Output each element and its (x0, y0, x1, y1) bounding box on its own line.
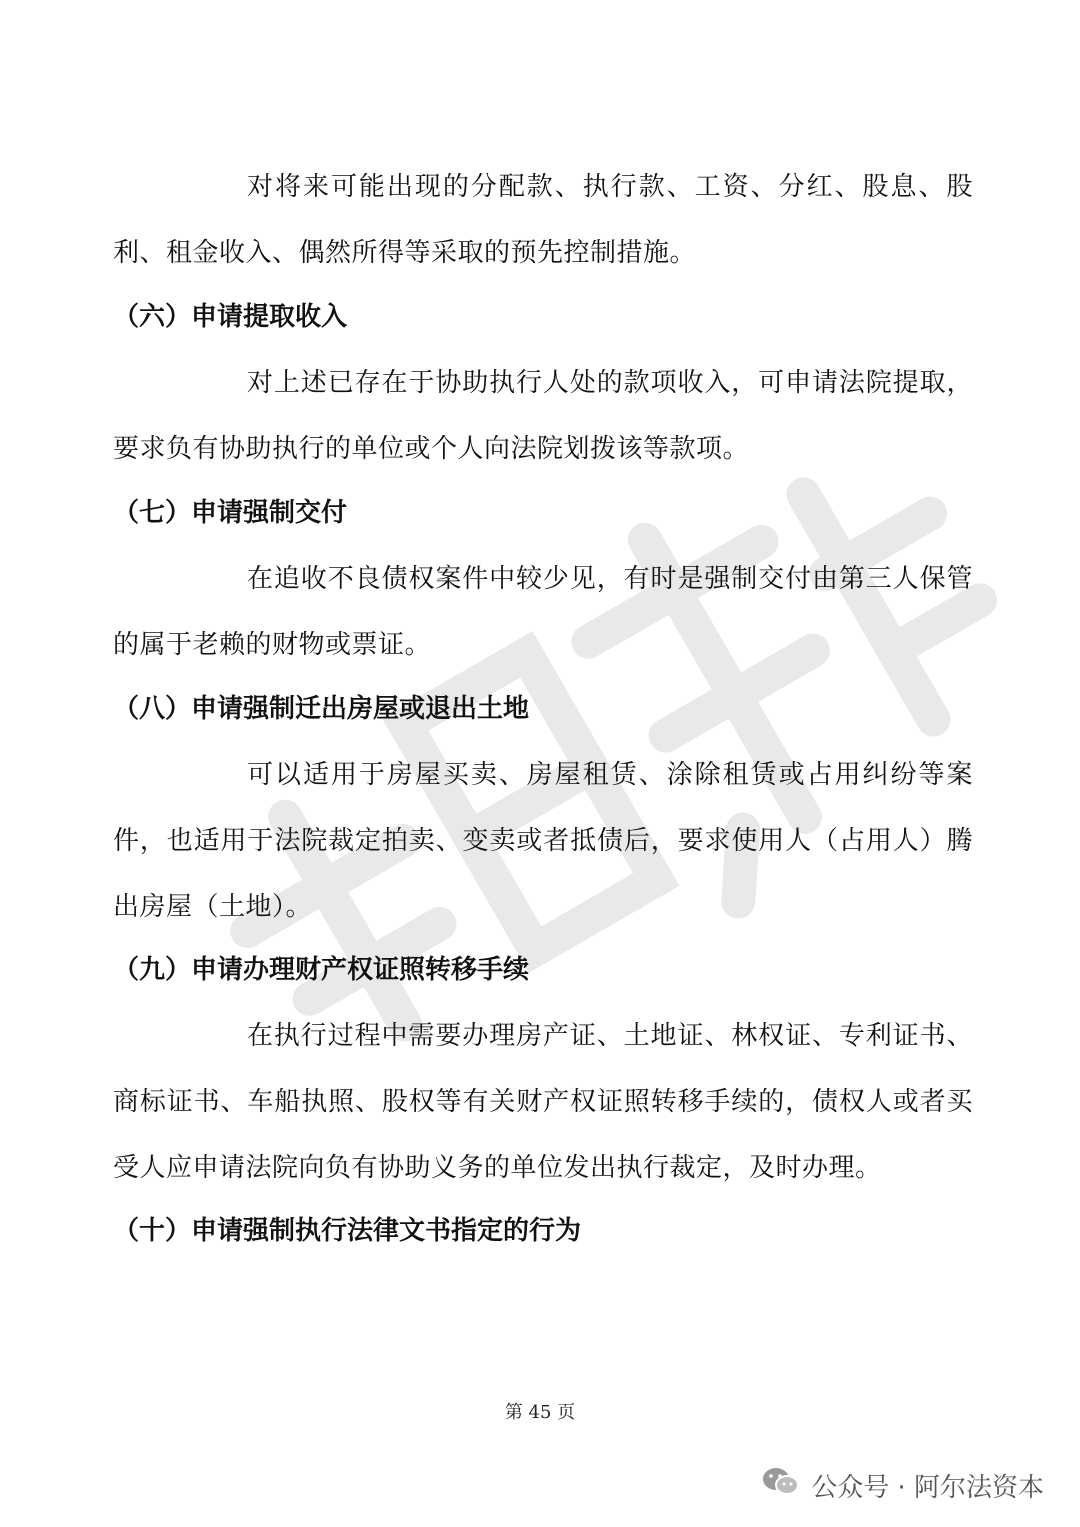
heading-vacate-property: （八）申请强制迁出房屋或退出土地 (113, 694, 530, 724)
page-number: 第 45 页 (504, 1402, 576, 1423)
footer-account-name: 公众号 · 阿尔法资本 (811, 1472, 1044, 1503)
heading-withdraw-income: （六）申请提取收入 (113, 302, 348, 332)
paragraph-withdraw-income: 对上述已存在于协助执行人处的款项收入，可申请法院提取，要求负有协助执行的单位或个人向法院划拨该等款项。 (113, 368, 973, 464)
heading-forced-delivery: （七）申请强制交付 (113, 498, 348, 528)
paragraph-preemptive-control: 对将来可能出现的分配款、执行款、工资、分红、股息、股利、租金收入、偶然所得等采取的预先控制措施。 (113, 172, 973, 268)
paragraph-forced-delivery: 在追收不良债权案件中较少见，有时是强制交付由第三人保管的属于老赖的财物或票证。 (113, 564, 973, 660)
heading-title-transfer: （九）申请办理财产权证照转移手续 (113, 955, 530, 985)
paragraph-title-transfer: 在执行过程中需要办理房产证、土地证、林权证、专利证书、商标证书、车船执照、股权等有关财产权证照转移手续的，债权人或者买受人应申请法院向负有协助义务的单位发出执行裁定，及时办理。 (113, 1021, 973, 1183)
heading-designated-act: （十）申请强制执行法律文书指定的行为 (113, 1216, 582, 1246)
paragraph-vacate-property: 可以适用于房屋买卖、房屋租赁、涂除租赁或占用纠纷等案件，也适用于法院裁定拍卖、变卖或者抵债后，要求使用人（占用人）腾出房屋（土地）。 (113, 760, 973, 922)
footer-account[interactable] (761, 1463, 1044, 1507)
wechat-icon (761, 1465, 801, 1506)
